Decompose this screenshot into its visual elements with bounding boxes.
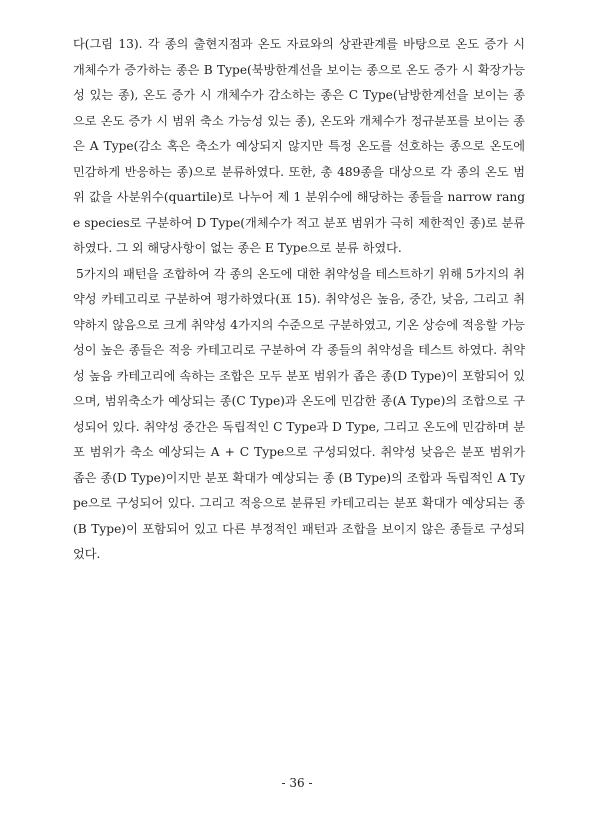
page-number: - 36 - [281, 776, 313, 790]
paragraph-type-classification: 다(그림 13). 각 종의 출현지점과 온도 자료와의 상관관계를 바탕으로 온도 증가 시 개체수가 증가하는 종은 B Type(북방한계선을 보이는 종으로 온도 증가 시 확장가능성 있는 종), 온도 증가 시 개체수가 감소하는 종은 C Type(남방한계선을 보이는 종으로 온도 증가 시 범위 축소 가능성 있는 종), 온도와 개체수가 정규분포를 보이는 종은 A Type(감소 혹은 축소가 예상되지 않지만 특정 온도를 선호하는 종으로 온도에 민감하게 반응하는 종)으로 분류하였다. 또한, 총 489종을 대상으로 각 종의 온도 범위 값을 사분위수(quartile)로 나누어 제 1 분위수에 해당하는 종들을 narrow range species로 구분하여 D Type(개체수가 적고 분포 범위가 극히 제한적인 종)로 분류하였다. 그 외 해당사항이 없는 종은 E Type으로 분류 하였다. [73, 37, 525, 255]
paragraph-vulnerability-categories: 5가지의 패턴을 조합하여 각 종의 온도에 대한 취약성을 테스트하기 위해 5가지의 취약성 카테고리로 구분하여 평가하였다(표 15). 취약성은 높음, 중간, 낮음, 그리고 취약하지 않음으로 크게 취약성 4가지의 수준으로 구분하였고, 기온 상승에 적응할 가능성이 높은 종들은 적응 카테고리로 구분하여 각 종들의 취약성을 테스트 하였다. 취약성 높음 카테고리에 속하는 조합은 모두 분포 범위가 좁은 종(D Type)이 포함되어 있으며, 범위축소가 예상되는 종(C Type)과 온도에 민감한 종(A Type)의 조합으로 구성되어 있다. 취약성 중간은 독립적인 C Type과 D Type, 그리고 온도에 민감하며 분포 범위가 축소 예상되는 A + C Type으로 구성되었다. 취약성 낮음은 분포 범위가 좁은 종(D Type)이지만 분포 확대가 예상되는 종 (B Type)의 조합과 독립적인 A Type으로 구성되어 있다. 그리고 적응으로 분류된 카테고리는 분포 확대가 예상되는 종(B Type)이 포함되어 있고 다른 부정적인 패턴과 조합을 보이지 않은 종들로 구성되었다. [73, 266, 525, 561]
body-text [73, 32, 525, 568]
